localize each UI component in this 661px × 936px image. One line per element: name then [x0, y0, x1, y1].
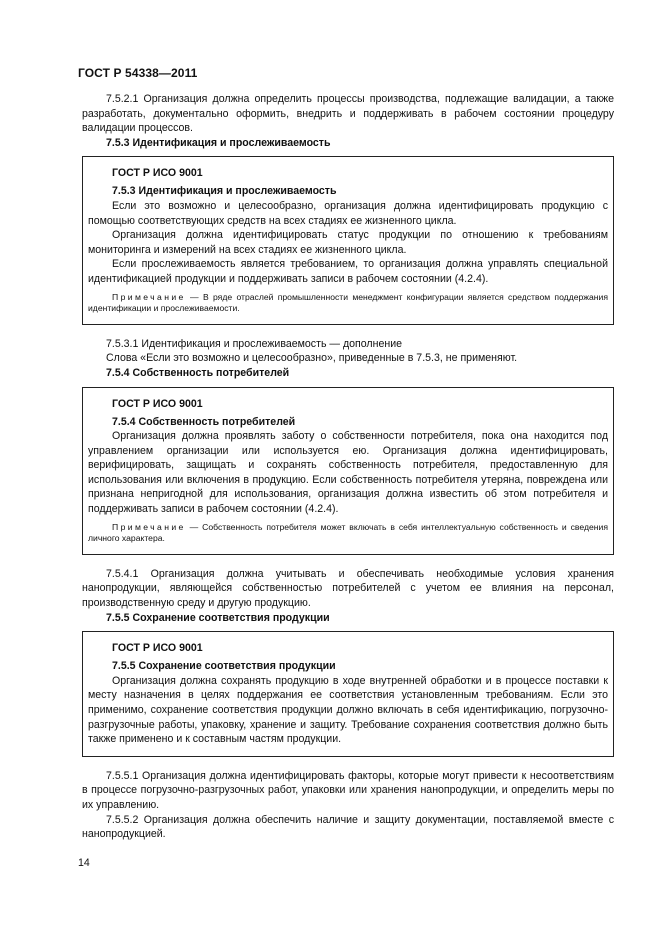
quote-heading: 7.5.3 Идентификация и прослеживаемость [112, 185, 337, 198]
note-text: — Собственность потребителя может включать в себя интеллектуальную собственность и сведения личного характера. [88, 521, 608, 544]
quote-paragraph: Организация должна сохранять продукцию в ходе внутренней обработки и в процессе поставки к месту назначения в целях поддержания ее соответствия установленным требованиям. Если это применимо, сохранение соответствия продукции должно включать в себя идентификацию, погрузочно-разгрузочные работы, упаковку, хранение и защиту. Требование сохранения соответствия должно быть также применено и к составным частям продукции. [88, 674, 608, 746]
note-label: Примечание [112, 291, 186, 302]
quote-paragraph: Если это возможно и целесообразно, организация должна идентифицировать продукцию с помощью соответствующих средств на всех стадиях ее жизненного цикла. [88, 199, 608, 227]
quote-note [88, 292, 608, 315]
paragraph-7-5-5-1: 7.5.5.1 Организация должна идентифицировать факторы, которые могут привести к несоответствиям в процессе погрузочно-разгрузочных работ, упаковки или хранения нанопродукции, и определить меры по их управлению. [82, 769, 614, 811]
quote-heading: 7.5.5 Сохранение соответствия продукции [112, 660, 336, 673]
section-heading-7-5-4: 7.5.4 Собственность потребителей [106, 366, 290, 379]
quote-note [88, 522, 608, 545]
paragraph-7-5-4-1: 7.5.4.1 Организация должна учитывать и обеспечивать необходимые условия хранения нанопродукции, являющейся собственностью потребителей с учетом ее влияния на персонал, производственную среду и другую продукцию. [82, 567, 614, 610]
quote-box-iso-9001-7-5-4 [82, 387, 614, 555]
quote-box-title: ГОСТ Р ИСО 9001 [112, 642, 203, 655]
page-number: 14 [78, 857, 90, 869]
paragraph-7-5-3-1-title: 7.5.3.1 Идентификация и прослеживаемость — дополнение [106, 337, 403, 350]
quote-paragraph: Организация должна идентифицировать статус продукции по отношению к требованиям мониторинга и измерений на всех стадиях ее жизненного цикла. [88, 229, 608, 256]
note-text: — В ряде отраслей промышленности менеджмент конфигурации является средством поддержания идентификации и прослеживаемости. [88, 291, 608, 314]
quote-box-iso-9001-7-5-3 [82, 156, 614, 324]
paragraph-7-5-3-1-text: Слова «Если это возможно и целесообразно», приведенные в 7.5.3, не применяют. [106, 352, 518, 365]
quote-heading: 7.5.4 Собственность потребителей [112, 415, 296, 428]
quote-box-title: ГОСТ Р ИСО 9001 [112, 397, 203, 410]
quote-paragraph: Организация должна проявлять заботу о собственности потребителя, пока она находится под управлением организации или используется ею. Организация должна идентифицировать, верифицировать, защищать и сохранять собственность потребителя, предоставленную для использования или включения в продукцию. Если собственность потребителя утеряна, повреждена или признана непригодной для использования, организация должна известить об этом потребителя и поддерживать записи в рабочем состоянии (4.2.4). [88, 430, 608, 516]
quote-box-iso-9001-7-5-5 [82, 631, 614, 757]
document-header: ГОСТ Р 54338—2011 [78, 66, 198, 80]
quote-box-title: ГОСТ Р ИСО 9001 [112, 167, 203, 180]
paragraph-7-5-2-1: 7.5.2.1 Организация должна определить процессы производства, подлежащие валидации, а также разработать, документально оформить, внедрить и поддерживать в рабочем состоянии процедуру валидации процессов. [82, 93, 614, 135]
paragraph-7-5-5-2: 7.5.5.2 Организация должна обеспечить наличие и защиту документации, поставляемой вместе с нанопродукцией. [82, 813, 614, 841]
page-content [82, 92, 614, 842]
section-heading-7-5-5: 7.5.5 Сохранение соответствия продукции [106, 611, 330, 624]
quote-paragraph: Если прослеживаемость является требованием, то организация должна управлять специальной идентификацией продукции и поддерживать записи в рабочем состоянии (4.2.4). [88, 258, 608, 285]
section-heading-7-5-3: 7.5.3 Идентификация и прослеживаемость [106, 136, 331, 149]
note-label: Примечание [112, 521, 186, 532]
